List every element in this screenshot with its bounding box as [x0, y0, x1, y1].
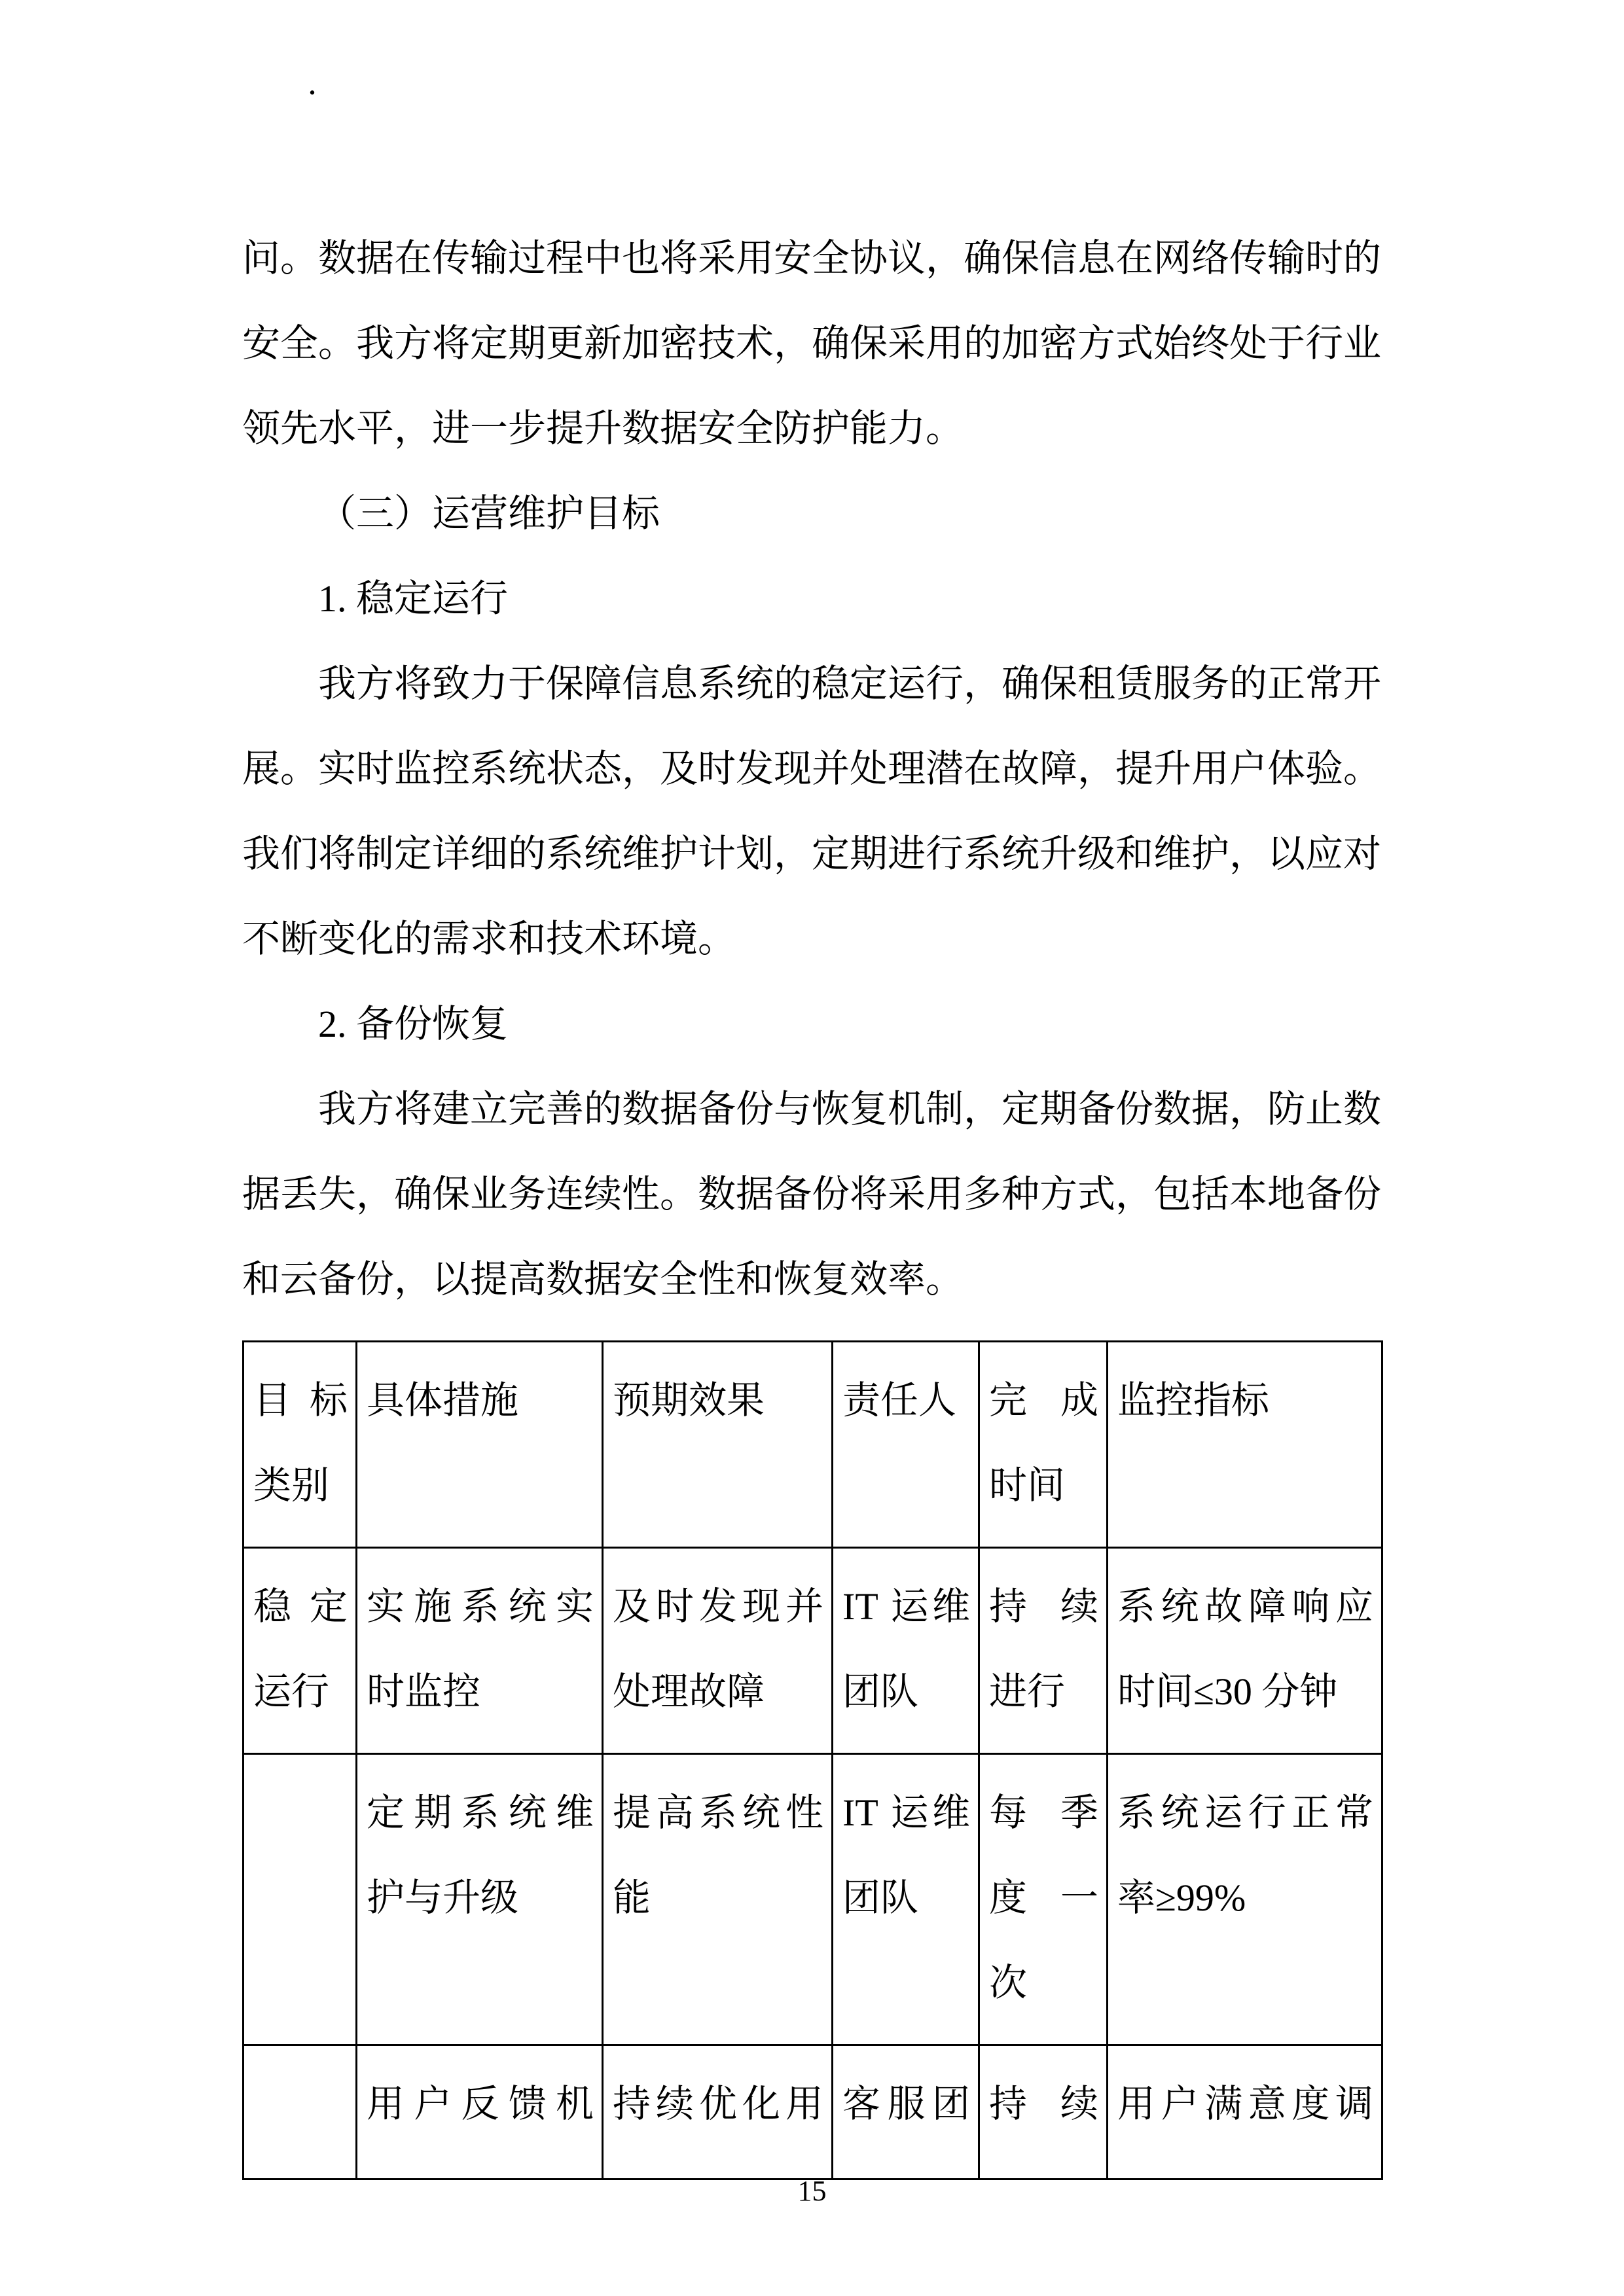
header-responsible: 责任人 [833, 1342, 979, 1548]
page-number: 15 [797, 2175, 827, 2207]
header-monitoring-index: 监控指标 [1108, 1342, 1382, 1548]
cell-measure: 用户反馈机 [357, 2045, 603, 2179]
cell-time: 持续 [979, 2045, 1108, 2179]
cell-goal-category [244, 1754, 357, 2045]
cell-responsible: IT 运维团队 [833, 1548, 979, 1754]
maintenance-goals-table [242, 1340, 1383, 2180]
cell-responsible: 客服团 [833, 2045, 979, 2179]
cell-measure: 定期系统维护与升级 [357, 1754, 603, 2045]
cell-goal-category: 稳定运行 [244, 1548, 357, 1754]
page-content [242, 216, 1381, 2180]
cell-effect: 持续优化用 [603, 2045, 833, 2179]
section-heading: （三）运营维护目标 [318, 492, 660, 535]
table-row-clipped [244, 2045, 1382, 2179]
cell-index: 系统运行正常率≥99% [1108, 1754, 1382, 2045]
stray-mark: · [306, 73, 318, 112]
body-text [242, 216, 1381, 1322]
header-completion-time: 完成时间 [979, 1342, 1108, 1548]
cell-effect: 提高系统性能 [603, 1754, 833, 2045]
subsection-heading-1: 1. 稳定运行 [318, 577, 509, 620]
table-header-row [244, 1342, 1382, 1548]
header-expected-effect: 预期效果 [603, 1342, 833, 1548]
header-specific-measures: 具体措施 [357, 1342, 603, 1548]
table-row [244, 1548, 1382, 1754]
subsection-heading-2: 2. 备份恢复 [318, 1003, 509, 1045]
cell-time: 持续进行 [979, 1548, 1108, 1754]
cell-index: 系统故障响应时间≤30 分钟 [1108, 1548, 1382, 1754]
paragraph-continuation: 问。数据在传输过程中也将采用安全协议，确保信息在网络传输时的安全。我方将定期更新加密技术，确保采用的加密方式始终处于行业领先水平，进一步提升数据安全防护能力。 [242, 237, 1382, 450]
cell-responsible: IT 运维团队 [833, 1754, 979, 2045]
table-row [244, 1754, 1382, 2045]
cell-time: 每季度一次 [979, 1754, 1108, 2045]
paragraph-stable-operation: 我方将致力于保障信息系统的稳定运行，确保租赁服务的正常开展。实时监控系统状态，及时发现并处理潜在故障，提升用户体验。我们将制定详细的系统维护计划，定期进行系统升级和维护，以应对不断变化的需求和技术环境。 [242, 662, 1382, 960]
header-goal-category: 目标类别 [244, 1342, 357, 1548]
paragraph-backup-recovery: 我方将建立完善的数据备份与恢复机制，定期备份数据，防止数据丢失，确保业务连续性。数据备份将采用多种方式，包括本地备份和云备份，以提高数据安全性和恢复效率。 [242, 1088, 1382, 1300]
cell-goal-category [244, 2045, 357, 2179]
cell-index: 用户满意度调 [1108, 2045, 1382, 2179]
cell-measure: 实施系统实时监控 [357, 1548, 603, 1754]
cell-effect: 及时发现并处理故障 [603, 1548, 833, 1754]
